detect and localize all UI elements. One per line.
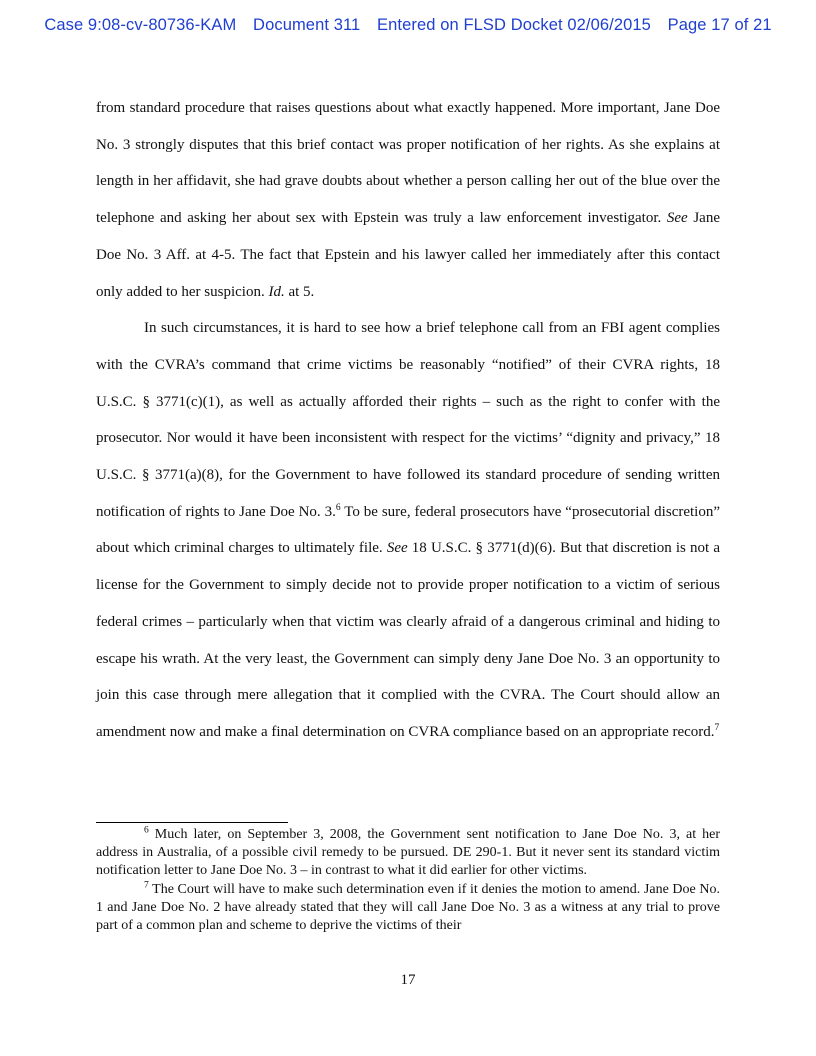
citation-signal-id: Id.	[268, 283, 285, 300]
paragraph-2-text-c: 18 U.S.C. § 3771(d)(6). But that discretion is not a license for the Government to simply decide not to provide proper notification to a victim of serious federal crimes – particularly when that victim was clearly afraid of a dangerous criminal and hiding to escape his wrath. At the very least, the Government can simply deny Jane Doe No. 3 an opportunity to join this case through mere allegation that it complied with the CVRA. The Court should allow an amendment now and make a final determination on CVRA compliance based on an appropriate record.	[96, 540, 720, 740]
paragraph-1	[96, 90, 720, 310]
footnote-ref-7: 7	[714, 722, 720, 733]
footnotes	[96, 826, 720, 935]
document-number: Document 311	[253, 16, 361, 34]
footnote-6-text: Much later, on September 3, 2008, the Government sent notification to Jane Doe No. 3, at her address in Australia, of a possible civil remedy to be pursued. DE 290-1. But it never sent its standard victim notification letter to Jane Doe No. 3 – in contrast to what it did earlier for other victims.	[96, 827, 720, 879]
footnote-6-marker: 6	[144, 825, 149, 836]
entered-date: Entered on FLSD Docket 02/06/2015	[377, 16, 651, 34]
footnote-ref-6: 6	[335, 502, 341, 513]
footnote-divider	[96, 822, 288, 823]
footnote-6	[96, 826, 720, 881]
paragraph-2-text-a: In such circumstances, it is hard to see how a brief telephone call from an FBI agent complies with the CVRA’s command that crime victims be reasonably “notified” of their CVRA rights, 18 U.S.C. § 3771(c)(1), as well as actually afforded their rights – such as the right to confer with the prosecutor. Nor would it have been inconsistent with respect for the victims’ “dignity and privacy,” 18 U.S.C. § 3771(a)(8), for the Government to have followed its standard procedure of sending written notification of rights to Jane Doe No. 3.	[96, 320, 720, 520]
footnote-7-marker: 7	[144, 879, 149, 890]
paragraph-2-text-b: To be sure, federal prosecutors have “prosecutorial discretion” about which criminal charges to ultimately file.	[96, 503, 720, 557]
case-number: Case 9:08-cv-80736-KAM	[44, 16, 237, 34]
page-number: 17	[400, 972, 416, 988]
footnote-7	[96, 881, 720, 936]
paragraph-2	[96, 310, 720, 750]
paragraph-1-text-c: at 5.	[284, 283, 315, 300]
citation-signal-see-2: See	[386, 540, 408, 557]
body-text	[96, 90, 720, 751]
paragraph-1-text-b: Jane Doe No. 3 Aff. at 4-5. The fact that Epstein and his lawyer called her immediately after this contact only added to her suspicion.	[96, 210, 720, 300]
paragraph-1-text-a: from standard procedure that raises questions about what exactly happened. More important, Jane Doe No. 3 strongly disputes that this brief contact was proper notification of her rights. As she explains at length in her affidavit, she had grave doubts about whether a person calling her out of the blue over the telephone and asking her about sex with Epstein was truly a law enforcement investigator.	[96, 100, 720, 227]
page-count: Page 17 of 21	[667, 16, 772, 34]
docket-header	[0, 16, 816, 35]
citation-signal-see: See	[666, 210, 688, 227]
footnote-7-text: The Court will have to make such determination even if it denies the motion to amend. Jane Doe No. 1 and Jane Doe No. 2 have already stated that they will call Jane Doe No. 3 as a witness at any trial to prove part of a common plan and scheme to deprive the victims of their	[96, 881, 720, 934]
